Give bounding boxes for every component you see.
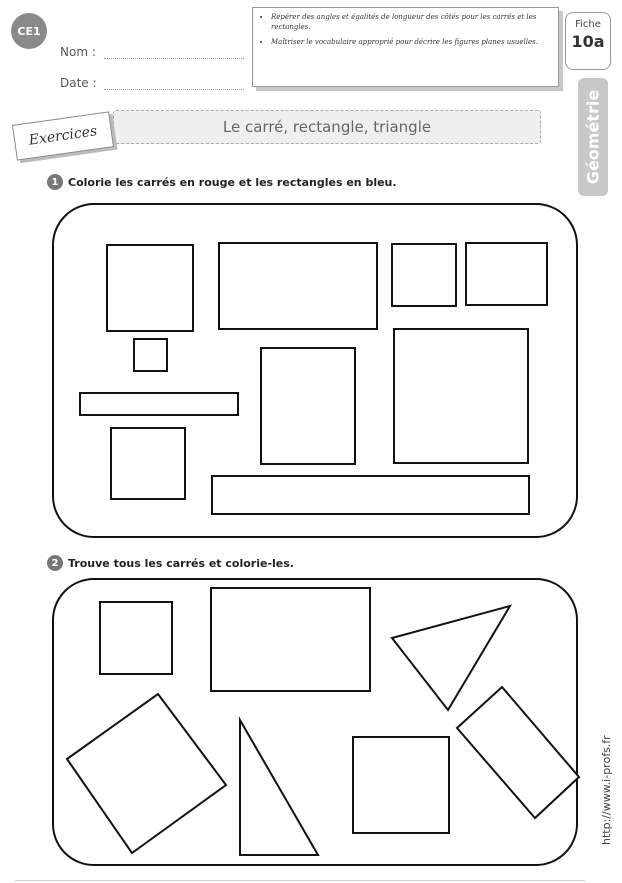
exercises-tag: Exercices xyxy=(12,111,114,160)
fiche-label: Fiche xyxy=(575,19,601,30)
shape-rotated-square[interactable] xyxy=(67,694,226,853)
objective-item: • Maîtriser le vocabulaire approprié pour décrire les figures planes usuelles. xyxy=(271,37,552,47)
objective-item: • Repérer des angles et égalités de longueur des côtés pour les carrés et les rectangles. xyxy=(271,12,552,32)
shape-rectangle[interactable] xyxy=(211,588,370,691)
shape-triangle[interactable] xyxy=(392,606,510,710)
fiche-number: 10a xyxy=(571,32,605,51)
shape-square[interactable] xyxy=(100,602,172,674)
shape-rotated-rectangle[interactable] xyxy=(457,687,579,818)
date-label: Date : xyxy=(60,76,97,90)
name-label: Nom : xyxy=(60,45,96,59)
bottom-divider xyxy=(15,880,585,881)
exercise-number: 2 xyxy=(47,555,63,571)
shape-square[interactable] xyxy=(353,737,449,833)
website-url[interactable]: http://www.i-profs.fr xyxy=(600,735,613,845)
exercise-instruction: Colorie les carrés en rouge et les rectangles en bleu. xyxy=(68,176,397,189)
subject-label: Géométrie xyxy=(583,89,603,185)
shape-right-triangle[interactable] xyxy=(240,720,318,855)
exercise-number: 1 xyxy=(47,174,63,190)
level-badge: CE1 xyxy=(11,13,47,49)
exercise-instruction: Trouve tous les carrés et colorie-les. xyxy=(68,557,294,570)
section-title: Le carré, rectangle, triangle xyxy=(113,110,541,144)
